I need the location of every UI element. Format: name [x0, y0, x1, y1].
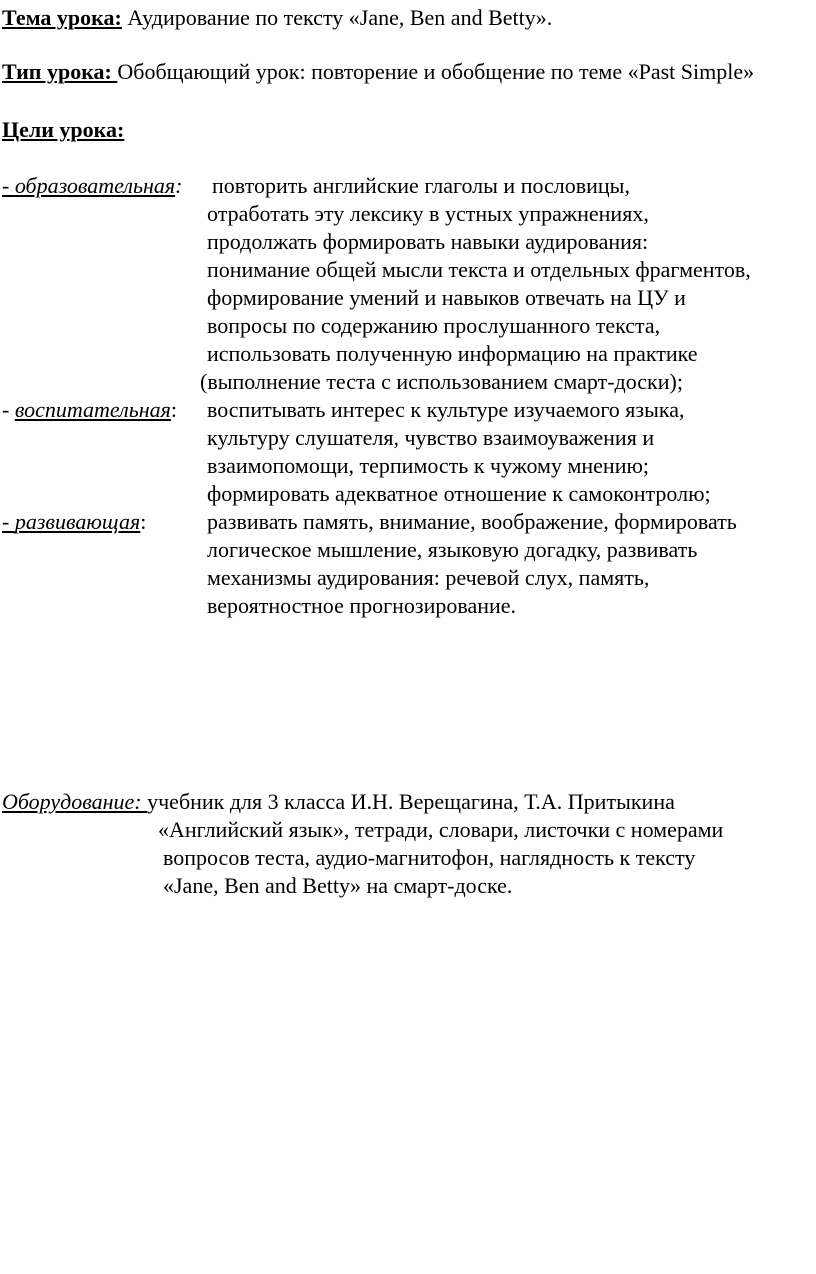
goal-upbringing-label-line: [2, 396, 177, 424]
goal-educational-label-line: [2, 172, 182, 200]
lesson-topic-label: Тема урока:: [2, 5, 122, 30]
goal-line: механизмы аудирования: речевой слух, память,: [207, 565, 650, 590]
equipment-label: Оборудование:: [2, 789, 148, 814]
goal-line: логическое мышление, языковую догадку, развивать: [207, 537, 698, 562]
goal-line: (выполнение теста с использованием смарт-доски);: [200, 369, 683, 394]
equipment-first-line: [2, 788, 675, 816]
equipment-line: учебник для 3 класса И.Н. Верещагина, Т.А. Притыкина: [147, 789, 675, 814]
goal-line: вопросы по содержанию прослушанного текста,: [207, 313, 661, 338]
equipment-line: «Английский язык», тетради, словари, листочки с номерами: [158, 817, 724, 842]
goal-line: отработать эту лексику в устных упражнениях,: [207, 201, 649, 226]
goal-line: использовать полученную информацию на практике: [207, 341, 698, 366]
goal-line: повторить английские глаголы и пословицы,: [212, 173, 630, 198]
goals-heading: Цели урока:: [2, 117, 125, 142]
goal-line: формировать адекватное отношение к самоконтролю;: [207, 481, 711, 506]
goal-upbringing-label: воспитательная: [14, 397, 171, 422]
lesson-type-label: Тип урока:: [2, 59, 118, 84]
goal-line: формирование умений и навыков отвечать на ЦУ и: [207, 285, 686, 310]
goal-upbringing-colon: :: [170, 397, 177, 422]
equipment-line: «Jane, Ben and Betty» на смарт-доске.: [163, 873, 513, 898]
goal-developing-colon: :: [140, 509, 147, 534]
goal-developing-dash: -: [2, 509, 15, 534]
equipment-line: вопросов теста, аудио-магнитофон, наглядность к тексту: [163, 845, 696, 870]
goal-line: вероятностное прогнозирование.: [207, 593, 517, 618]
goal-developing-label: развивающая: [14, 509, 141, 534]
goal-line: понимание общей мысли текста и отдельных фрагментов,: [207, 257, 751, 282]
goal-line: продолжать формировать навыки аудирования:: [207, 229, 649, 254]
goal-upbringing-dash: -: [2, 397, 15, 422]
goal-educational-dash: -: [2, 173, 15, 198]
lesson-topic-line: [2, 4, 552, 32]
goal-line: воспитывать интерес к культуре изучаемого языка,: [207, 397, 685, 422]
lesson-type-text: Обобщающий урок: повторение и обобщение по теме «Past Simple»: [117, 59, 755, 84]
goal-line: взаимопомощи, терпимость к чужому мнению;: [207, 453, 650, 478]
goal-line: культуру слушателя, чувство взаимоуважения и: [207, 425, 655, 450]
goal-educational-colon: :: [175, 173, 183, 198]
goal-line: развивать память, внимание, воображение, формировать: [207, 509, 737, 534]
goal-developing-label-line: [2, 508, 146, 536]
lesson-type-line: [2, 58, 754, 86]
goal-educational-label: образовательная: [14, 173, 176, 198]
lesson-topic-text: Аудирование по тексту «Jane, Ben and Betty».: [121, 5, 553, 30]
